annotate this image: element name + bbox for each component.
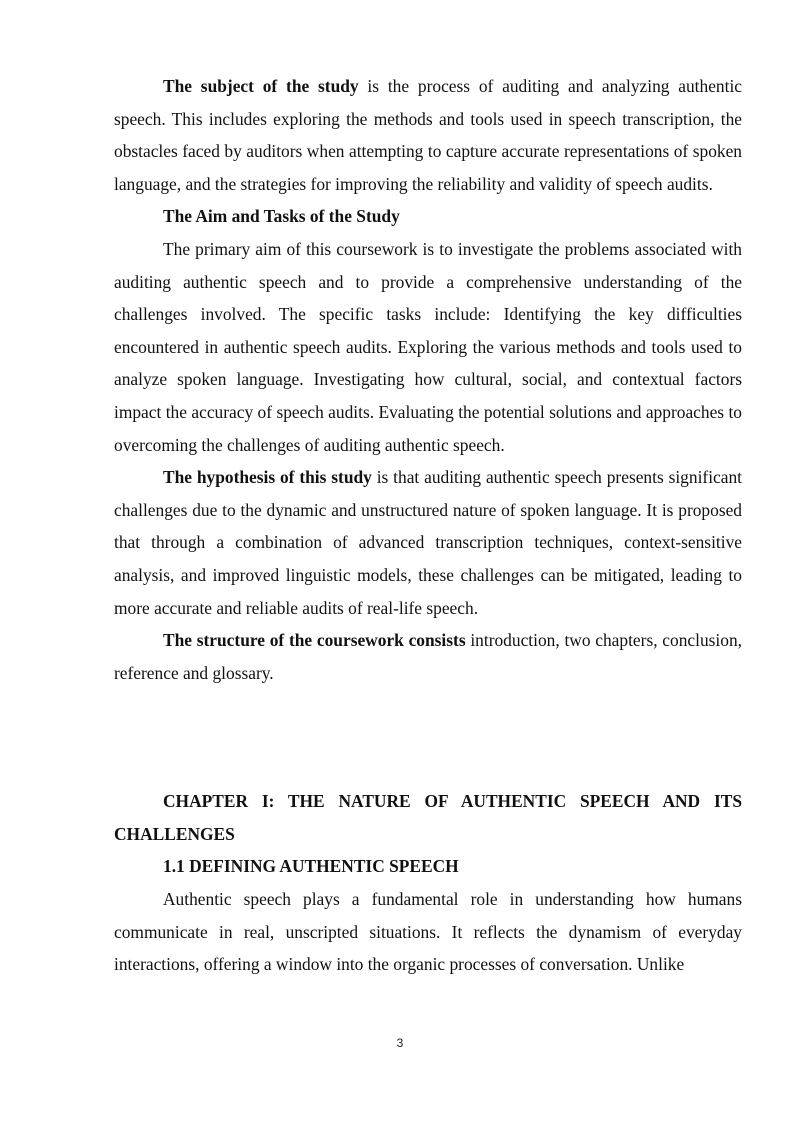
structure-lead: The structure of the coursework consists	[163, 630, 466, 651]
structure-body: introduction, two chapters, conclusion, reference and glossary.	[114, 630, 742, 683]
subject-body: is the process of auditing and analyzing authentic speech. This includes exploring the methods and tools used in speech transcription, the obstacles faced by auditors when attempting to capture accurate representations of spoken language, and the strategies for improving the reliability and validity of speech audits.	[114, 76, 743, 194]
section-paragraph: Authentic speech plays a fundamental role in understanding how humans communicate in real, unscripted situations. It reflects the dynamism of everyday interactions, offering a window into the organic processes of conversation. Unlike	[114, 889, 742, 975]
hypothesis-body: is that auditing authentic speech presents significant challenges due to the dynamic and unstructured nature of spoken language. It is proposed that through a combination of advanced transcription techniques, context-sensitive analysis, and improved linguistic models, these challenges can be mitigated, leading to more accurate and reliable audits of real-life speech.	[114, 467, 742, 618]
document-page	[114, 70, 742, 981]
page-number: 3	[396, 1036, 404, 1050]
aim-paragraph: The primary aim of this coursework is to investigate the problems associated with auditing authentic speech and to provide a comprehensive understanding of the challenges involved. The specific tasks include: Identifying the key difficulties encountered in authentic speech audits. Exploring the various methods and tools used to analyze spoken language. Investigating how cultural, social, and contextual factors impact the accuracy of speech audits. Evaluating the potential solutions and approaches to overcoming the challenges of auditing authentic speech.	[114, 238, 742, 455]
hypothesis-lead: The hypothesis of this study	[163, 467, 372, 488]
chapter-title: CHAPTER I: THE NATURE OF AUTHENTIC SPEECH AND ITS CHALLENGES	[114, 791, 742, 844]
section-spacer	[114, 689, 742, 785]
subject-paragraph	[114, 70, 742, 200]
structure-paragraph	[114, 624, 742, 689]
subject-lead: The subject of the study	[163, 76, 359, 96]
section-title: 1.1 DEFINING AUTHENTIC SPEECH	[163, 856, 459, 877]
aim-heading: The Aim and Tasks of the Study	[163, 206, 400, 227]
hypothesis-paragraph	[114, 461, 742, 624]
